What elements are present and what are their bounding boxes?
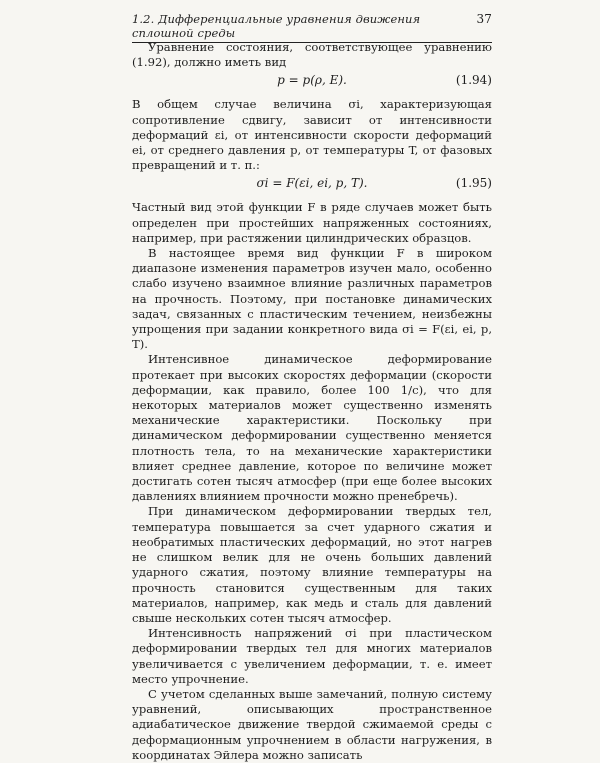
section-title: 1.2. Дифференциальные уравнения движения сплошной среды	[132, 12, 421, 40]
paragraph-8: С учетом сделанных выше замечаний, полную систему уравнений, описывающих пространственное адиабатическое движение твердой сжимаемой среды с деформационным упрочнением в области нагружения, в координатах Эйлера можно записать	[132, 686, 492, 762]
equation-1-94-number: (1.94)	[455, 73, 492, 88]
equation-1-95	[132, 175, 492, 191]
page-body	[132, 40, 492, 763]
paragraph-4: В настоящее время вид функции F в широком диапазоне изменения параметров изучен мало, особенно слабо изучено взаимное влияние различных параметров на прочность. Поэтому, при постановке динамических задач, связанных с пластическим течением, неизбежны упрощения при задании конкретного вида σi = F(εi, ei, p, T).	[132, 246, 492, 352]
equation-1-95-body: σi = F(εi, ei, p, T).	[256, 176, 368, 191]
paragraph-5: Интенсивное динамическое деформирование протекает при высоких скоростях деформации (скорости деформации, как правило, более 100 1/c), что для некоторых материалов может существенно изменять механические характеристики. Поскольку при динамическом деформировании существенно меняется плотность тела, то на механические характеристики влияет среднее давление, которое по величине может достигать сотен тысяч атмосфер (при еще более высоких давлениях влиянием прочности можно пренебречь).	[132, 352, 492, 504]
paragraph-7: Интенсивность напряжений σi при пластическом деформировании твердых тел для многих материалов увеличивается с увеличением деформации, т. е. имеет место упрочнение.	[132, 626, 492, 686]
paragraph-3: Частный вид этой функции F в ряде случаев может быть определен при простейших напряженных состояниях, например, при растяжении цилиндрических образцов.	[132, 200, 492, 245]
running-header	[132, 12, 492, 43]
equation-1-95-number: (1.95)	[455, 176, 492, 191]
paragraph-6: При динамическом деформировании твердых тел, температура повышается за счет ударного сжатия и необратимых пластических деформаций, но этот нагрев не слишком велик для не очень больших давлений ударного сжатия, поэтому влияние температуры на прочность становится существенным для таких материалов, например, как медь и сталь для давлений свыше нескольких сотен тысяч атмосфер.	[132, 504, 492, 625]
paragraph-1: Уравнение состояния, соответствующее уравнению (1.92), должно иметь вид	[132, 40, 492, 70]
equation-1-94-body: p = p(ρ, E).	[277, 73, 347, 88]
paragraph-2: В общем случае величина σi, характеризующая сопротивление сдвигу, зависит от интенсивности деформаций εi, от интенсивности скорости деформаций ei, от среднего давления p, от температуры T, от фазовых превращений и т. п.:	[132, 97, 492, 173]
equation-1-94	[132, 72, 492, 88]
page-number: 37	[476, 12, 492, 26]
